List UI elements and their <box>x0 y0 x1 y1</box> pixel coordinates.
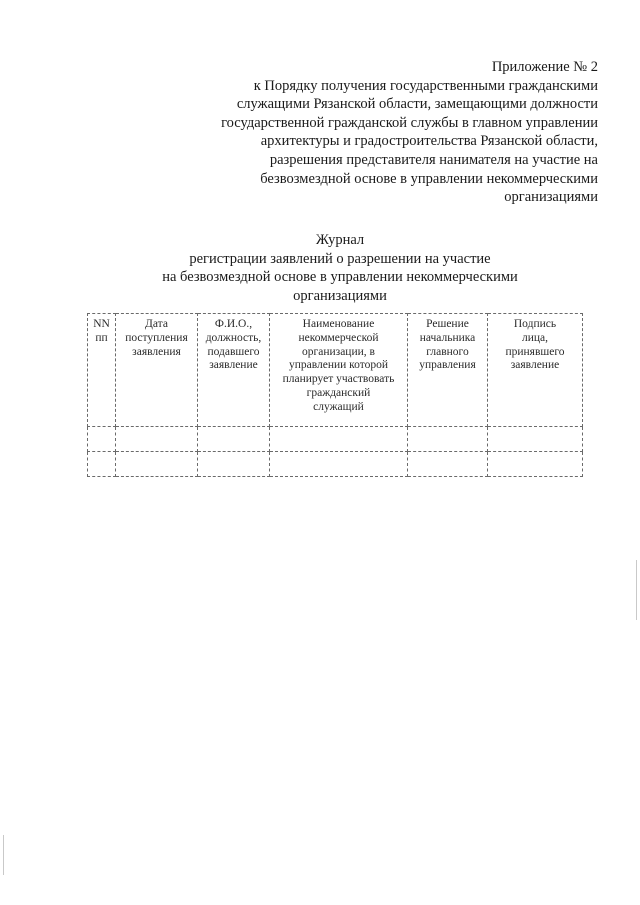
table-row <box>88 427 583 452</box>
header-cell-date: Дата поступления заявления <box>116 314 198 427</box>
table-cell <box>88 427 116 452</box>
table-cell <box>270 452 408 477</box>
journal-title-line: Журнал <box>315 232 365 248</box>
header-cell-organization: Наименование некоммерческой организации, в управлении которой планирует участвовать гражданский служащий <box>270 314 408 427</box>
registration-table <box>87 313 583 477</box>
journal-title <box>60 231 620 305</box>
appendix-line: организациями <box>504 189 598 206</box>
table-row <box>88 452 583 477</box>
table-cell <box>198 452 270 477</box>
table-cell <box>488 427 583 452</box>
table-cell <box>88 452 116 477</box>
journal-title-line: организациями <box>293 287 387 304</box>
appendix-line: архитектуры и градостроительства Рязанской области, <box>260 133 598 150</box>
scan-edge-mark <box>636 560 637 620</box>
header-cell-applicant: Ф.И.О., должность, подавшего заявление <box>198 314 270 427</box>
header-cell-decision: Решение начальника главного управления <box>408 314 488 427</box>
header-cell-number: NN пп <box>88 314 116 427</box>
appendix-line: Приложение № 2 <box>491 59 598 75</box>
table-cell <box>116 452 198 477</box>
appendix-header <box>158 58 598 207</box>
table-cell <box>116 427 198 452</box>
appendix-line: государственной гражданской службы в главном управлении <box>221 114 598 131</box>
appendix-line: разрешения представителя нанимателя на участие на <box>269 151 598 168</box>
journal-title-line: регистрации заявлений о разрешении на участие <box>189 250 491 267</box>
appendix-line: к Порядку получения государственными гражданскими <box>253 77 598 94</box>
appendix-line: безвозмездной основе в управлении некоммерческими <box>260 170 598 187</box>
table-cell <box>408 427 488 452</box>
appendix-line: служащими Рязанской области, замещающими должности <box>236 96 598 113</box>
header-cell-signature: Подпись лица, принявшего заявление <box>488 314 583 427</box>
table-header-row <box>88 314 583 427</box>
table-cell <box>198 427 270 452</box>
table-cell <box>488 452 583 477</box>
journal-title-line: на безвозмездной основе в управлении некоммерческими <box>162 269 518 285</box>
table-cell <box>270 427 408 452</box>
scan-edge-mark <box>3 835 4 875</box>
table-cell <box>408 452 488 477</box>
